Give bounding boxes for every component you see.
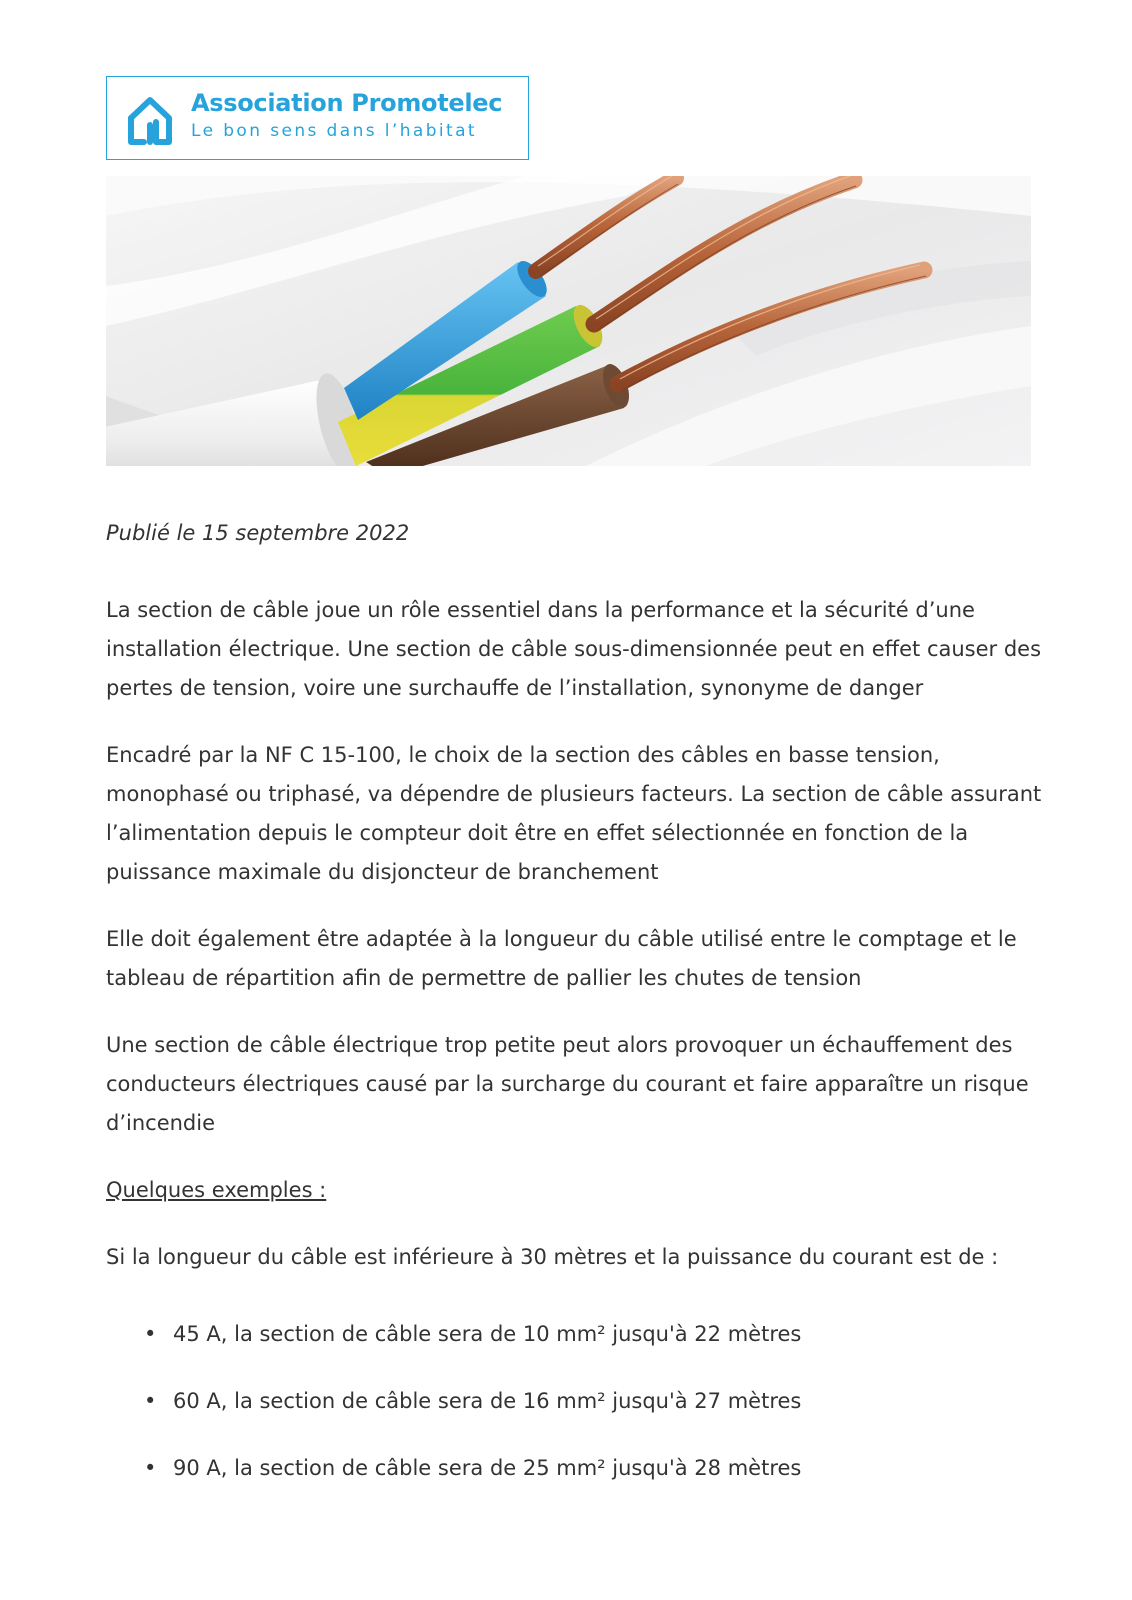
examples-intro: Si la longueur du câble est inférieure à 30 mètres et la puissance du courant est de : [106,1245,999,1269]
electric-cable-photo-icon [106,176,1031,466]
paragraph-4: Une section de câble électrique trop petite peut alors provoquer un échauffement des conducteurs électriques causé par la surcharge du courant et faire apparaître un risque d’incendie [106,1033,1029,1135]
logo-tagline: Le bon sens dans l’habitat [191,121,477,141]
examples-heading: Quelques exemples : [106,1178,327,1202]
logo[interactable] [106,76,529,160]
house-plug-icon [124,92,176,148]
article-body [106,514,1066,1516]
paragraph-1: La section de câble joue un rôle essentiel dans la performance et la sécurité d’une installation électrique. Une section de câble sous-dimensionnée peut en effet causer des pertes de tension, voire une surchauffe de l’installation, synonyme de danger [106,598,1042,700]
logo-name: Association Promotelec [191,89,503,117]
list-item: • 90 A, la section de câble sera de 25 mm² jusqu'à 28 mètres [106,1449,1066,1488]
paragraph-2: Encadré par la NF C 15-100, le choix de la section des câbles en basse tension, monophasé ou triphasé, va dépendre de plusieurs facteurs. La section de câble assurant l’alimentation depuis le compteur doit être en effet sélectionnée en fonction de la puissance maximale du disjoncteur de branchement [106,743,1042,884]
examples-list [106,1315,1066,1488]
publication-date: Publié le 15 septembre 2022 [106,521,410,545]
list-item: • 45 A, la section de câble sera de 10 mm² jusqu'à 22 mètres [106,1315,1066,1354]
hero-image [106,176,1031,466]
paragraph-3: Elle doit également être adaptée à la longueur du câble utilisé entre le comptage et le tableau de répartition afin de permettre de pallier les chutes de tension [106,927,1017,990]
list-item: • 60 A, la section de câble sera de 16 mm² jusqu'à 27 mètres [106,1382,1066,1421]
